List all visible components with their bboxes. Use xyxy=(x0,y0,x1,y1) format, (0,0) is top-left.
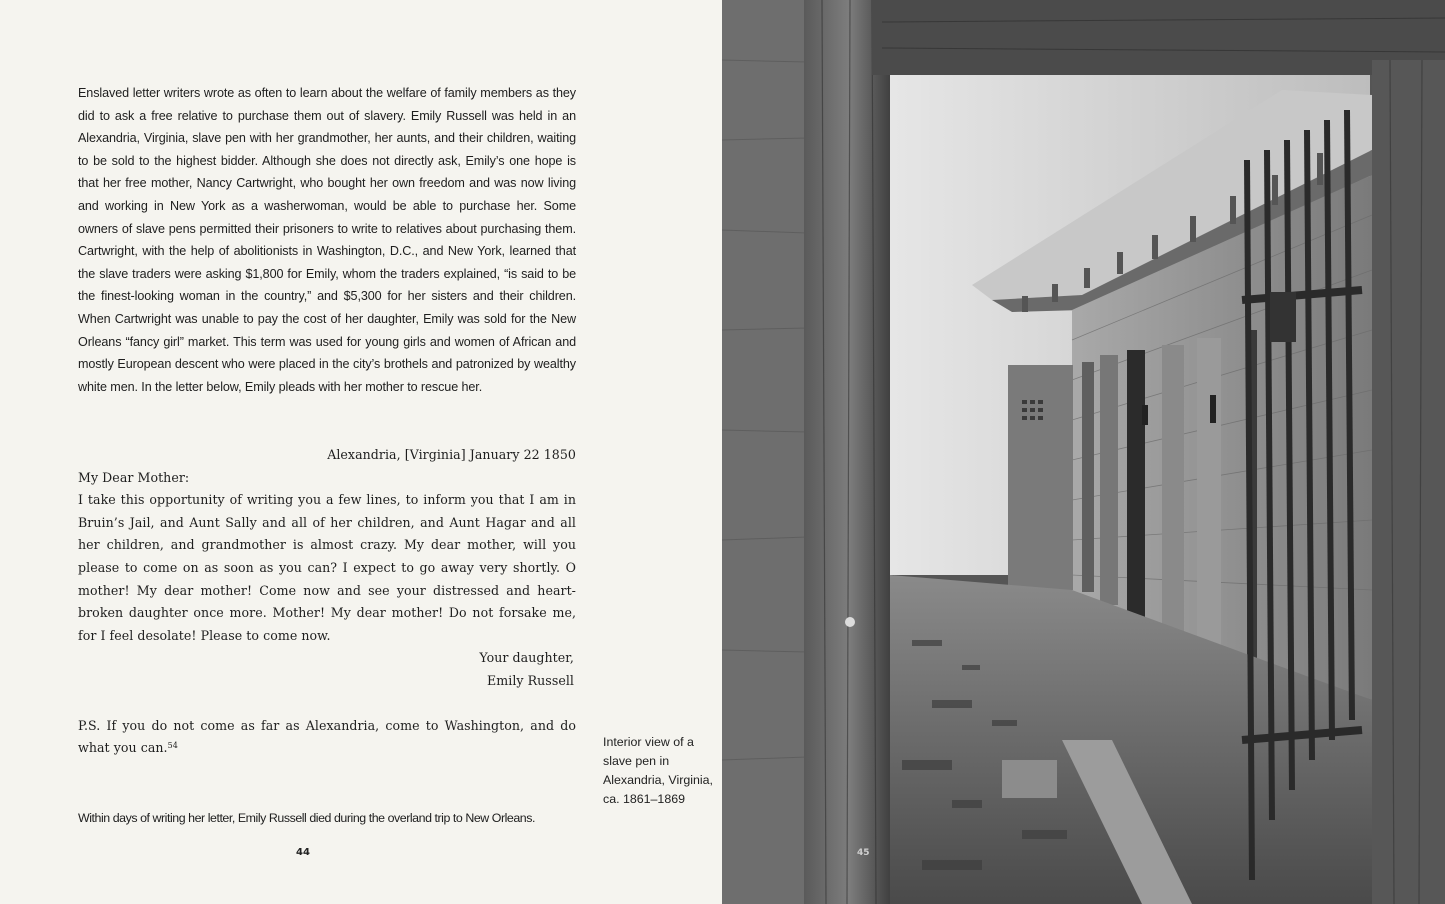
gate-lock xyxy=(1270,292,1296,342)
wooden-partition xyxy=(1008,365,1073,590)
letter-signature: Emily Russell xyxy=(487,672,574,688)
letter-closing: Your daughter, xyxy=(479,650,574,666)
photo-caption: Interior view of a slave pen in Alexandria, Virginia, ca. 1861–1869 xyxy=(603,735,713,806)
letter-body: I take this opportunity of writing you a few lines, to inform you that I am in Bruin’s Jail, and Aunt Sally and all of her children, and Aunt Hagar and all her children, and grandmother is almost crazy. My dear mother, will you please to come on as soon as you can? I expect to go away very shortly. O mother! My dear mother! Come now and see your distressed and heart-broken daughter once more. Mother! My dear mother! Do not forsake me, for I feel desolate! Please to come now. xyxy=(78,492,576,643)
right-page-photograph xyxy=(722,0,1445,904)
letter-block xyxy=(78,444,576,760)
letter-dateline: Alexandria, [Virginia] January 22 1850 xyxy=(327,447,576,462)
closing-paragraph: Within days of writing her letter, Emily Russell died during the overland trip to New Orleans. xyxy=(78,811,535,825)
left-masonry-wall xyxy=(722,0,807,904)
post-nail-hole xyxy=(845,617,855,627)
intro-paragraph: Enslaved letter writers wrote as often to learn about the welfare of family members as they did to ask a free relative to purchase them out of slavery. Emily Russell was held in an Alexandria, Virginia, slave pen with her grandmother, her aunts, and their children, waiting to be sold to the highest bidder. Although she does not directly ask, Emily’s one hope is that her free mother, Nancy Cartwright, who bought her own freedom and was now living and working in New York as a washerwoman, would be able to purchase her. Some owners of slave pens permitted their prisoners to write to relatives about purchasing them. Cartwright, with the help of abolitionists in Washington, D.C., and New York, learned that the slave traders were asking $1,800 for Emily, whom the traders explained, “is said to be the finest-looking woman in the country,” and $5,300 for her sisters and their children. When Cartwright was unable to pay the cost of her daughter, Emily was sold for the New Orleans “fancy girl” market. This term was used for young girls and women of African and mostly European descent who were placed in the city’s brothels and patronized by wealthy white men. In the letter below, Emily pleads with her mother to rescue her. xyxy=(78,86,576,394)
right-door-jamb xyxy=(1372,60,1445,904)
slave-pen-photo xyxy=(722,0,1445,904)
page-number-right: 45 xyxy=(857,848,870,858)
page-number-left: 44 xyxy=(296,847,310,858)
postscript-text: P.S. If you do not come as far as Alexandria, come to Washington, and do what you can. xyxy=(78,717,576,756)
footnote-reference: 54 xyxy=(167,741,178,751)
letter-salutation: My Dear Mother: xyxy=(78,469,190,485)
stone-block xyxy=(1002,760,1057,798)
door-lintel xyxy=(872,0,1445,75)
left-page xyxy=(0,0,722,904)
letter-postscript xyxy=(78,715,576,760)
